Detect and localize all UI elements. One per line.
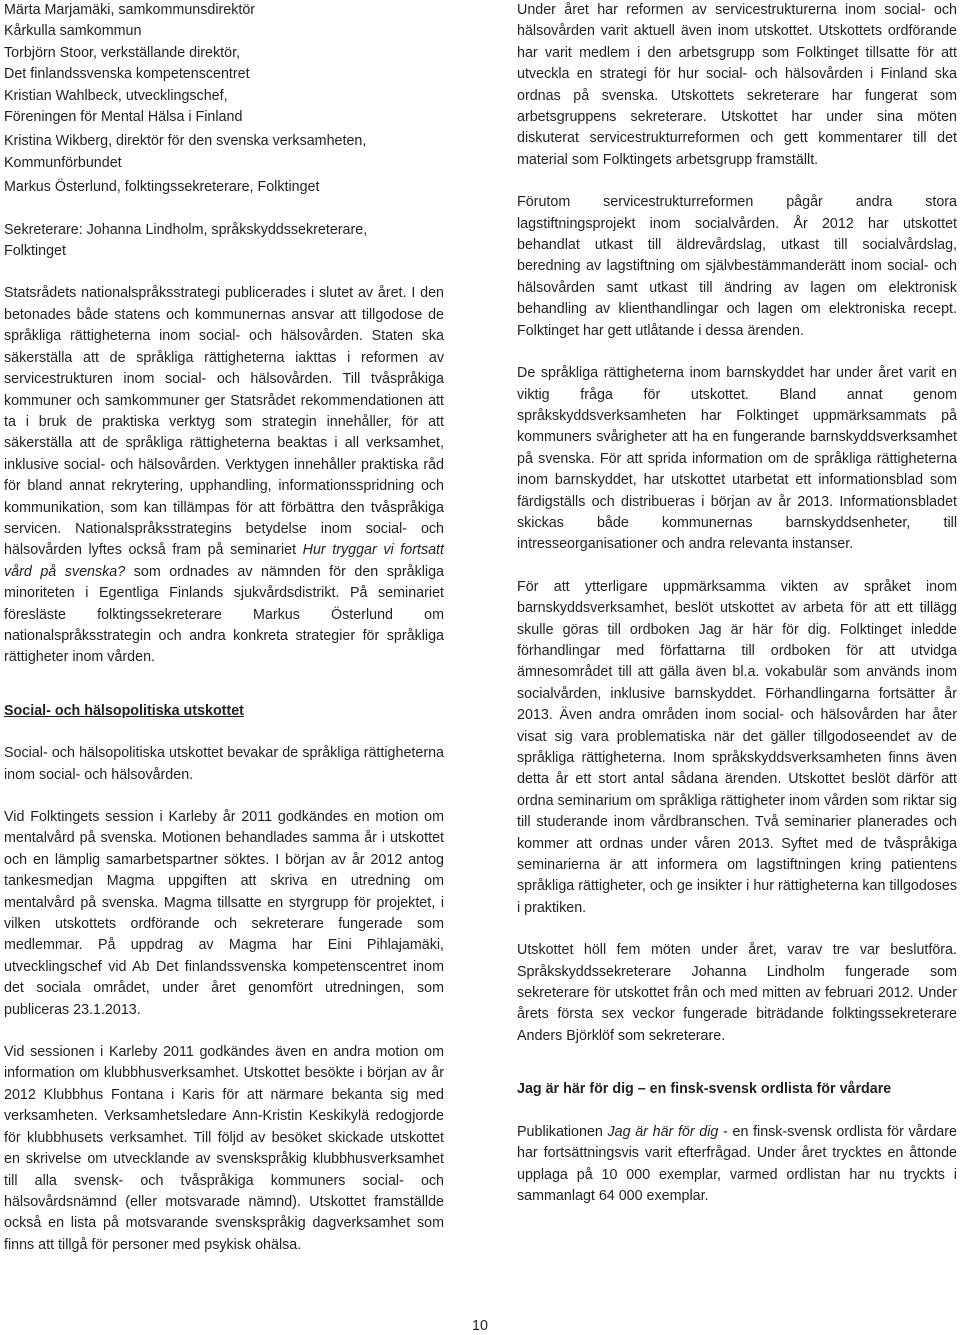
member-line: Kristina Wikberg, direktör för den svenska verksamheten, bbox=[4, 133, 367, 150]
member-line: Kommunförbundet bbox=[4, 154, 122, 171]
member-line: Kristian Wahlbeck, utvecklingschef, bbox=[4, 87, 228, 104]
childprotection-paragraph: De språkliga rättigheterna inom barnskyddet har under året varit en viktig fråga för utskottet. Bland annat genom språkskyddsverksamheten har Folktinget uppmärksammats på kommuners svårigheter att ha en fungerande barnskyddsverksamhet på svenska. För att sprida information om de språkliga rättigheterna inom barnskyddet, har utskottet utarbetat ett informationsblad som färdigställs och distribueras i början av år 2013. Informationsbladet skickas både kommunernas barnskyddsenheter, till intresseorganisationer och andra relevanta instanser. bbox=[517, 365, 957, 553]
member-line: Föreningen för Mental Hälsa i Finland bbox=[4, 109, 243, 126]
seminar-title: Hur tryggar vi fortsatt vård på svenska? bbox=[4, 542, 444, 580]
legislation-paragraph: Förutom servicestrukturreformen pågår andra stora lagstiftningsprojekt inom socialvården. År 2012 har utskottet behandlat utkast till äldrevårdslag, utkast till socialvårdslag, beredning av lagstiftning om självbestämmanderätt inom social- och hälsovården samt utkast till ändring av lagen om elektronisk behandling av klienthandlingar och lagen om elektroniska recept. Folktinget har gett utlåtande i dessa ärenden. bbox=[517, 194, 957, 339]
wordlist-paragraph: För att ytterligare uppmärksamma vikten av språket inom barnskyddsverksamhet, beslöt utskottet av arbeta för att ett tillägg skulle göras till ordboken Jag är här för dig. Folktinget inledde förhandlingar med författarna till ordboken för att utvidga ämnesområdet till att gälla även bl.a. vokabulär som används inom socialvården, inklusive barnskyddet. Förhandlingarna fortsätter år 2013. Även andra områden inom social- och hälsovården har åter visat sig vara problematiska när det gäller tillgodoseendet av de språkliga rättigheterna. Inom språkskyddsverksamheten finns även detta år ett stort antal sådana ärenden. Utskottet beslöt därför att ordna seminarium om språkliga rättigheter inom vården som riktar sig till studerande inom vårdbranschen. Två seminarier planerades och kommer att ordnas under våren 2013. Syftet med de tvåspråkiga seminarierna är att informera om lagstiftningen kring patientens språkliga rättigheter, och ge insikter i hur rättigheterna kan tillgodoses i praktiken. bbox=[517, 578, 957, 916]
member-line: Kårkulla samkommun bbox=[4, 23, 142, 40]
reform-paragraph: Under året har reformen av servicestrukturerna inom social- och hälsovården varit aktuell även inom utskottet. Utskottets ordförande har varit medlem i den arbetsgrupp som Folktinget tillsatte för att utveckla en strategi för hur social- och hälsovården i Finland ska ordnas på svenska. Utskottets sekreterare har fungerat som arbetsgruppens sekreterare. Utskottet har under sina möten diskuterat servicestrukturreformen och gett kommentarer till det material som Folktingets arbetsgrupp framställt. bbox=[517, 2, 957, 168]
member-line: Torbjörn Stoor, verkställande direktör, bbox=[4, 44, 241, 61]
motion-paragraph: Vid Folktingets session i Karleby år 2011 godkändes en motion om mentalvård på svenska. Motionen behandlades samma år i utskottet och en lämplig samarbetspartner söktes. I början av år 2012 antog tankesmedjan Magma uppgiften att skriva en utredning om mentalvård på svenska. Magma tillsatte en styrgrupp för projektet, i vilken utskottets ordförande och sekreterare fungerade som medlemmar. På uppdrag av Magma har Eini Pihlajamäki, utvecklingschef vid Ab Det finlandssvenska kompetenscentret inom det sociala området, under året genomfört utredningen, som publiceras 23.1.2013. bbox=[4, 809, 444, 1018]
left-column bbox=[4, 0, 444, 1256]
page-number: 10 bbox=[472, 1318, 488, 1334]
right-column bbox=[517, 0, 957, 1207]
publication-prefix: Publikationen bbox=[517, 1123, 608, 1140]
committee-paragraph: Social- och hälsopolitiska utskottet bevakar de språkliga rättigheterna inom social- och hälsovården. bbox=[4, 745, 444, 783]
strategy-text-end: som ordnades av nämnden för den språkliga minoriteten i Egentliga Finlands sjukvårdsdistrikt. På seminariet föresläste folktingssekreterare Markus Österlund om nationalspråksstrategin och andra konkreta strategier för språkliga rättigheter inom vården. bbox=[4, 563, 445, 666]
member-line: Märta Marjamäki, samkommunsdirektör bbox=[4, 2, 256, 18]
secretary-line: Sekreterare: Johanna Lindholm, språkskyddssekreterare, bbox=[4, 221, 368, 238]
dictionary-heading: Jag är här för dig – en finsk-svensk ordlista för vårdare bbox=[517, 1081, 892, 1098]
strategy-text: Statsrådets nationalspråksstrategi publicerades i slutet av året. I den betonades både statens och kommunernas ansvar att tillgodose de språkliga rättigheterna inom social- och hälsovården. Staten ska säkerställa att de språkliga rättigheterna iakttas i reformen av servicestrukturen inom social- och hälsovården. Till tvåspråkiga kommuner och samkommuner ger Statsrådet rekommendationen att ta i bruk de praktiska verktyg som strategin innehåller, för att säkerställa att de språkliga rättigheterna beaktas i all verksamhet, inklusive social- och hälsovården. Verktygen innehåller praktiska råd för bland annat rekrytering, upphandling, informationsspridning och kommunikation, som kan tillämpas för att förbättra den tvåspråkiga servicen. Nationalspråksstrategins betydelse inom social- och hälsovården lyftes också fram på seminariet bbox=[4, 285, 444, 559]
member-line: Markus Österlund, folktingssekreterare, Folktinget bbox=[4, 179, 320, 196]
meetings-paragraph: Utskottet höll fem möten under året, varav tre var beslutföra. Språkskyddssekreterare Johanna Lindholm fungerade som sekreterare för utskottet från och med mitten av februari 2012. Under årets första sex veckor fungerade biträdande folktingssekreterare Anders Björklöf som sekreterare. bbox=[517, 942, 957, 1044]
publication-text: - en finsk-svensk ordlista för vårdare har fortsättningsvis varit efterfrågad. Under året trycktes en åttonde upplaga på 10 000 exemplar, varmed ordlistan har nu tryckts i sammanlagt 64 000 exemplar. bbox=[517, 1123, 957, 1204]
member-line: Det finlandssvenska kompetenscentret bbox=[4, 66, 250, 83]
publication-title: Jag är här för dig bbox=[607, 1123, 719, 1140]
clubhouse-paragraph: Vid sessionen i Karleby 2011 godkändes även en andra motion om information om klubbhusverksamhet. Utskottet besökte i början av år 2012 Klubbhus Fontana i Karis för att närmare bekanta sig med verksamheten. Verksamhetsledare Ann-Kristin Keskikylä redogjorde för klubbhusets verksamhet. Till följd av besöket skickade utskottet en skrivelse om utvecklande av svenskspråkig klubbhusverksamhet till alla svensk- och tvåspråkiga kommuners social- och hälsovårdsnämnd (eller motsvarade nämnd). Utskottet framställde också en lista på motsvarande svenskspråkig dagverksamhet som finns att tillgå för personer med psykisk ohälsa. bbox=[4, 1044, 444, 1253]
committee-heading: Social- och hälsopolitiska utskottet bbox=[4, 702, 244, 719]
strategy-paragraph bbox=[4, 283, 444, 668]
publication-paragraph bbox=[517, 1122, 957, 1208]
secretary-line: Folktinget bbox=[4, 243, 66, 260]
